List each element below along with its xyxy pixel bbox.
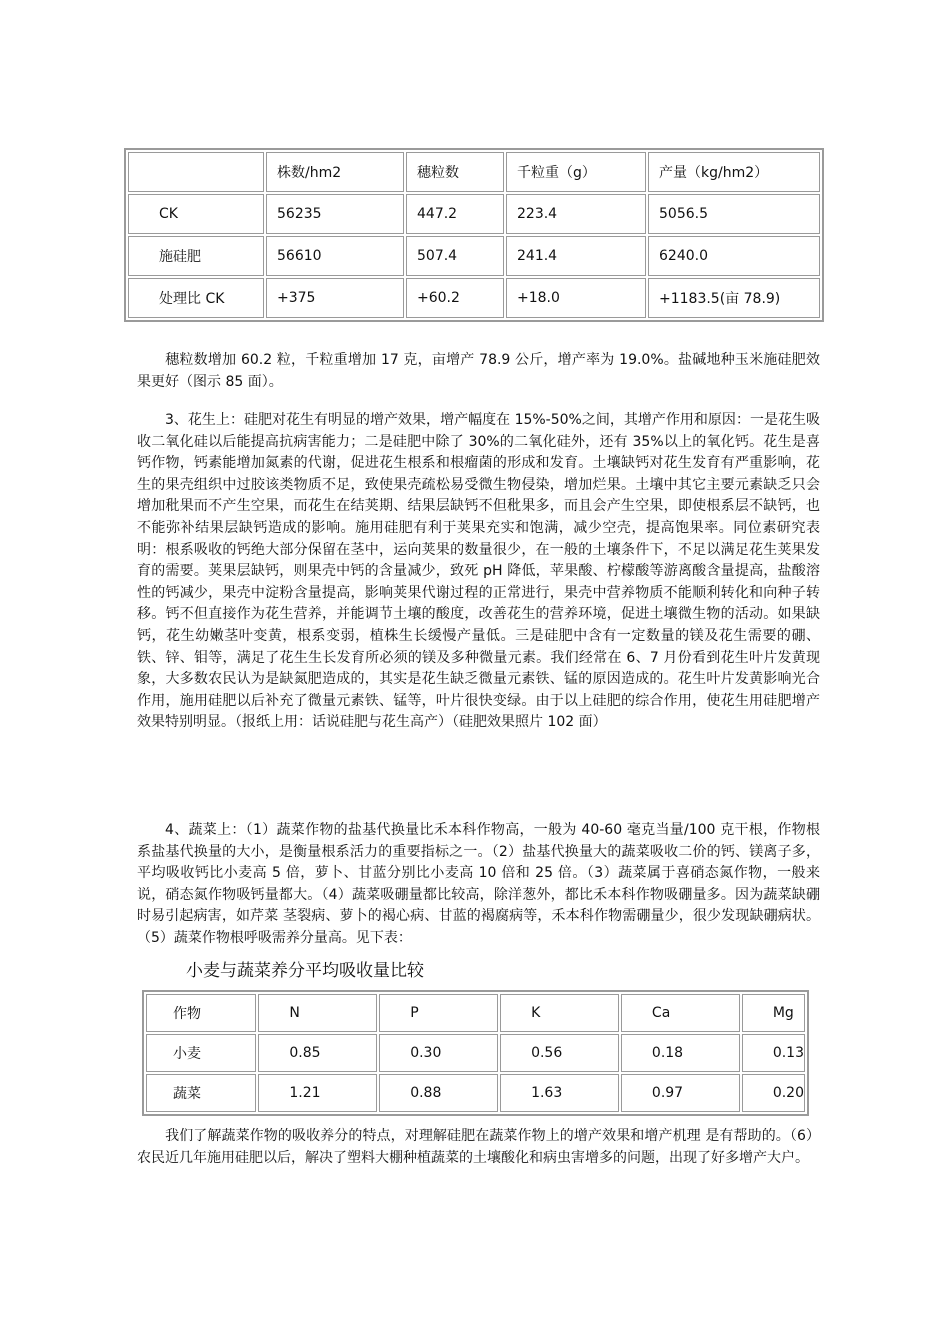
table-row (146, 1074, 805, 1112)
paragraph-text: 穗粒数增加 60.2 粒，千粒重增加 17 克，亩增产 78.9 公斤，增产率为 19.0%。盐碱地种玉米施硅肥效果更好（图示 85 面）。 (137, 352, 820, 390)
table-cell: 蔬菜 (146, 1074, 256, 1112)
table-cell: 223.4 (506, 194, 646, 234)
table-cell: 6240.0 (648, 236, 820, 276)
nutrient-absorption-table (142, 990, 809, 1116)
table-cell: 56610 (266, 236, 404, 276)
table-cell: CK (128, 194, 264, 234)
paragraph-text: 4、蔬菜上：（1）蔬菜作物的盐基代换量比禾本科作物高，一般为 40-60 毫克当量/100 克干根，作物根系盐基代换量的大小，是衡量根系活力的重要指标之一。（2）盐基代换量大的蔬菜吸收二价的钙、镁离子多，平均吸收钙比小麦高 5 倍，萝卜、甘蓝分别比小麦高 10 倍和 25 倍。（3）蔬菜属于喜硝态氮作物，一般来说，硝态氮作物吸钙量都大。（4）蔬菜吸硼量都比较高，除洋葱外，都比禾本科作物吸硼量多。因为蔬菜缺硼时易引起病害，如芹菜 茎裂病、萝卜的褐心病、甘蓝的褐腐病等，禾本科作物需硼量少，很少发现缺硼病状。（5）蔬菜作物根呼吸需养分量高。见下表： (137, 822, 820, 946)
paragraph-text: 3、花生上：硅肥对花生有明显的增产效果，增产幅度在 15%-50%之间，其增产作用和原因：一是花生吸收二氧化硅以后能提高抗病害能力；二是硅肥中除了 30%的二氧化硅外，还有 35%以上的氧化钙。花生是喜钙作物，钙素能增加氮素的代谢，促进花生根系和根瘤菌的形成和发育。土壤缺钙对花生发育有严重影响，花生的果壳组织中过胶该类物质不足，致使果壳疏松易受微生物侵染，增加烂果。土壤中其它主要元素缺乏只会增加秕果而不产生空果，而花生在结荚期、结果层缺钙不但秕果多，而且会产生空果，即使根系层不缺钙，也不能弥补结果层缺钙造成的影响。施用硅肥有利于荚果充实和饱满，减少空壳，提高饱果率。同位素研究表明：根系吸收的钙绝大部分保留在茎中，运向荚果的数量很少，在一般的土壤条件下，不足以满足花生荚果发育的需要。荚果层缺钙，则果壳中钙的含量减少，致死 pH 降低，苹果酸、柠檬酸等游离酸含量提高，盐酸溶性的钙减少，果壳中淀粉含量提高，影响荚果代谢过程的正常进行，果壳中营养物质不能顺利转化和向种子转移。钙不但直接作为花生营养，并能调节土壤的酸度，改善花生的营养环境，促进土壤微生物的活动。如果缺钙，花生幼嫩茎叶变黄，根系变弱，植株生长缓慢产量低。三是硅肥中含有一定数量的镁及花生需要的硼、铁、锌、钼等，满足了花生生长发育所必须的镁及多种微量元素。我们经常在 6、7 月份看到花生叶片发黄现象，大多数农民认为是缺氮肥造成的，其实是花生缺乏微量元素铁、锰的原因造成的。花生叶片发黄影响光合作用，施用硅肥以后补充了微量元素铁、锰等，叶片很快变绿。由于以上硅肥的综合作用，使花生用硅肥增产效果特别明显。（报纸上用：话说硅肥与花生高产）（硅肥效果照片 102 面） (137, 412, 820, 731)
table-cell: 1.21 (258, 1074, 377, 1112)
paragraph-text: 我们了解蔬菜作物的吸收养分的特点，对理解硅肥在蔬菜作物上的增产效果和增产机理 是有帮助的。（6）农民近几年施用硅肥以后，解决了塑料大棚种植蔬菜的土壤酸化和病虫害增多的问题，出现了好多增产大户。 (137, 1128, 820, 1166)
table-cell: 0.85 (258, 1034, 377, 1072)
table-header-cell: 产量（kg/hm2） (648, 152, 820, 192)
table-cell: 0.97 (621, 1074, 740, 1112)
table-header-cell: Mg (742, 994, 805, 1032)
table-header-cell: K (500, 994, 619, 1032)
table-cell: +18.0 (506, 278, 646, 318)
table-header-cell: 株数/hm2 (266, 152, 404, 192)
table-cell: 1.63 (500, 1074, 619, 1112)
table-cell: 507.4 (406, 236, 504, 276)
table-cell: 0.20 (742, 1074, 805, 1112)
table-cell: 0.88 (379, 1074, 498, 1112)
table-row (128, 278, 820, 318)
table-cell: 5056.5 (648, 194, 820, 234)
table-cell: 0.30 (379, 1034, 498, 1072)
table-cell: 447.2 (406, 194, 504, 234)
paragraph-vegetables (137, 820, 820, 950)
table-cell: 0.56 (500, 1034, 619, 1072)
table-header-row (146, 994, 805, 1032)
table-header-cell: Ca (621, 994, 740, 1032)
paragraph-conclusion (137, 1126, 820, 1169)
table-cell: 处理比 CK (128, 278, 264, 318)
paragraph-peanut (137, 410, 820, 734)
table-header-cell (128, 152, 264, 192)
table-title: 小麦与蔬菜养分平均吸收量比较 (186, 961, 424, 981)
table-header-cell: 作物 (146, 994, 256, 1032)
paragraph-corn-summary (137, 350, 820, 393)
table-cell: 施硅肥 (128, 236, 264, 276)
table-header-row (128, 152, 820, 192)
table-cell: +1183.5(亩 78.9) (648, 278, 820, 318)
table-row (128, 236, 820, 276)
table-header-cell: P (379, 994, 498, 1032)
table-cell: +60.2 (406, 278, 504, 318)
table-header-cell: 千粒重（g） (506, 152, 646, 192)
table-row (128, 194, 820, 234)
table-cell: 小麦 (146, 1034, 256, 1072)
table-header-cell: 穗粒数 (406, 152, 504, 192)
table-cell: 241.4 (506, 236, 646, 276)
table-cell: 56235 (266, 194, 404, 234)
table-cell: 0.13 (742, 1034, 805, 1072)
table-cell: +375 (266, 278, 404, 318)
corn-yield-table (124, 148, 824, 322)
table-row (146, 1034, 805, 1072)
table-cell: 0.18 (621, 1034, 740, 1072)
table-header-cell: N (258, 994, 377, 1032)
